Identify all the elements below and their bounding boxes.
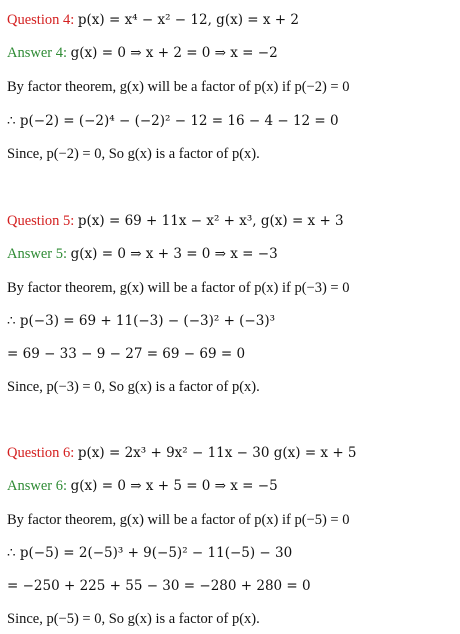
question-line bbox=[7, 212, 344, 230]
question-line bbox=[7, 444, 357, 462]
answer-label: Answer 4: bbox=[7, 45, 68, 61]
conclusion-line: Since, p(−2) = 0, So g(x) is a factor of p(x). bbox=[7, 146, 260, 162]
question-line bbox=[7, 11, 299, 29]
calculation-step: = −250 + 225 + 55 − 30 = −280 + 280 = 0 bbox=[7, 578, 311, 594]
theorem-line: By factor theorem, g(x) will be a factor of p(x) if p(−2) = 0 bbox=[7, 79, 350, 95]
calculation-step: = 69 − 33 − 9 − 27 = 69 − 69 = 0 bbox=[7, 346, 246, 362]
question-math: p(x) = 2x³ + 9x² − 11x − 30 g(x) = x + 5 bbox=[77, 445, 357, 461]
answer-line bbox=[7, 44, 278, 62]
calculation-step: ∴ p(−2) = (−2)⁴ − (−2)² − 12 = 16 − 4 − 12 = 0 bbox=[7, 113, 339, 129]
answer-math: g(x) = 0 ⇒ x + 2 = 0 ⇒ x = −2 bbox=[70, 45, 278, 61]
question-label: Question 4: bbox=[7, 12, 75, 28]
question-math: p(x) = x⁴ − x² − 12, g(x) = x + 2 bbox=[77, 12, 299, 28]
calculation-step: ∴ p(−5) = 2(−5)³ + 9(−5)² − 11(−5) − 30 bbox=[7, 545, 293, 561]
answer-label: Answer 5: bbox=[7, 246, 68, 262]
conclusion-line: Since, p(−3) = 0, So g(x) is a factor of p(x). bbox=[7, 379, 260, 395]
answer-label: Answer 6: bbox=[7, 478, 68, 494]
theorem-line: By factor theorem, g(x) will be a factor of p(x) if p(−3) = 0 bbox=[7, 280, 350, 296]
answer-math: g(x) = 0 ⇒ x + 5 = 0 ⇒ x = −5 bbox=[70, 478, 278, 494]
answer-line bbox=[7, 245, 278, 263]
answer-math: g(x) = 0 ⇒ x + 3 = 0 ⇒ x = −3 bbox=[70, 246, 278, 262]
question-label: Question 6: bbox=[7, 445, 75, 461]
answer-line bbox=[7, 477, 278, 495]
question-label: Question 5: bbox=[7, 213, 75, 229]
question-math: p(x) = 69 + 11x − x² + x³, g(x) = x + 3 bbox=[77, 213, 344, 229]
conclusion-line: Since, p(−5) = 0, So g(x) is a factor of p(x). bbox=[7, 611, 260, 627]
calculation-step: ∴ p(−3) = 69 + 11(−3) − (−3)² + (−3)³ bbox=[7, 313, 276, 329]
theorem-line: By factor theorem, g(x) will be a factor of p(x) if p(−5) = 0 bbox=[7, 512, 350, 528]
